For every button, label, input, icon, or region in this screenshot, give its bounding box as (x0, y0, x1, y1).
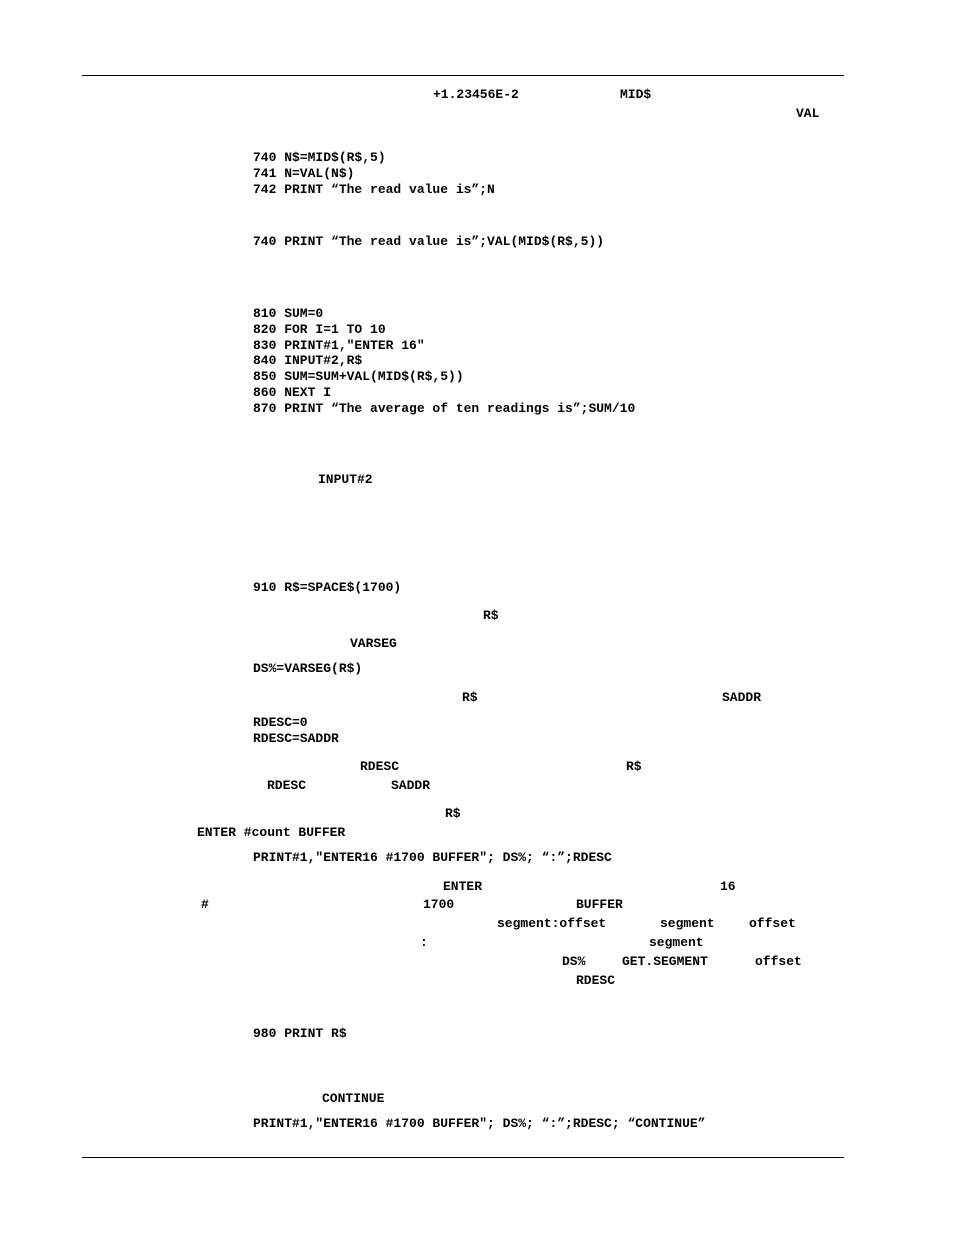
fragment-enter-count-buffer: ENTER #count BUFFER (197, 825, 346, 840)
fragment-16: 16 (720, 879, 736, 894)
code-line-850: 850 SUM=SUM+VAL(MID$(R$,5)) (253, 369, 464, 384)
code-line-830: 830 PRINT#1,"ENTER 16" (253, 338, 425, 353)
code-line-870: 870 PRINT “The average of ten readings is”;SUM/10 (253, 401, 636, 416)
fragment-rstr-3: R$ (626, 759, 642, 774)
fragment-saddr-2: SADDR (391, 778, 431, 793)
fragment-mid: MID$ (620, 87, 652, 102)
code-line-860: 860 NEXT I (253, 385, 332, 400)
fragment-val: VAL (796, 106, 820, 121)
fragment-1700: 1700 (423, 897, 455, 912)
fragment-colon: : (420, 935, 428, 950)
fragment-segment-1: segment (660, 916, 715, 931)
bottom-rule (82, 1157, 844, 1158)
fragment-exponent: +1.23456E-2 (433, 87, 519, 102)
fragment-rstr-2: R$ (462, 690, 478, 705)
code-line-810: 810 SUM=0 (253, 306, 324, 321)
fragment-enter: ENTER (443, 879, 483, 894)
code-line-840: 840 INPUT#2,R$ (253, 353, 363, 368)
code-line-rdesc-zero: RDESC=0 (253, 715, 308, 730)
fragment-input2: INPUT#2 (318, 472, 373, 487)
fragment-segment-offset: segment:offset (497, 916, 607, 931)
code-line-820: 820 FOR I=1 TO 10 (253, 322, 386, 337)
fragment-ds: DS% (562, 954, 586, 969)
code-line-741: 741 N=VAL(N$) (253, 166, 355, 181)
fragment-hash: # (201, 897, 209, 912)
fragment-offset-2: offset (755, 954, 802, 969)
fragment-rdesc-3: RDESC (576, 973, 616, 988)
code-line-ds-varseg: DS%=VARSEG(R$) (253, 661, 363, 676)
fragment-continue: CONTINUE (322, 1091, 385, 1106)
code-line-740a: 740 N$=MID$(R$,5) (253, 150, 386, 165)
fragment-rstr-1: R$ (483, 608, 499, 623)
fragment-rdesc-2: RDESC (267, 778, 307, 793)
code-line-print-enter16: PRINT#1,"ENTER16 #1700 BUFFER"; DS%; “:”;RDESC (253, 850, 612, 865)
top-rule (82, 75, 844, 76)
code-line-rdesc-saddr: RDESC=SADDR (253, 731, 339, 746)
fragment-get-segment: GET.SEGMENT (622, 954, 708, 969)
fragment-saddr-1: SADDR (722, 690, 762, 705)
code-line-742: 742 PRINT “The read value is”;N (253, 182, 495, 197)
code-line-740b: 740 PRINT “The read value is”;VAL(MID$(R$,5)) (253, 234, 605, 249)
fragment-rdesc-1: RDESC (360, 759, 400, 774)
fragment-varseg: VARSEG (350, 636, 397, 651)
fragment-offset-1: offset (749, 916, 796, 931)
fragment-rstr-4: R$ (445, 806, 461, 821)
code-line-print-continue: PRINT#1,"ENTER16 #1700 BUFFER"; DS%; “:”;RDESC; “CONTINUE” (253, 1116, 706, 1131)
fragment-buffer: BUFFER (576, 897, 623, 912)
fragment-segment-2: segment (649, 935, 704, 950)
code-line-980: 980 PRINT R$ (253, 1026, 347, 1041)
code-line-910: 910 R$=SPACE$(1700) (253, 580, 402, 595)
